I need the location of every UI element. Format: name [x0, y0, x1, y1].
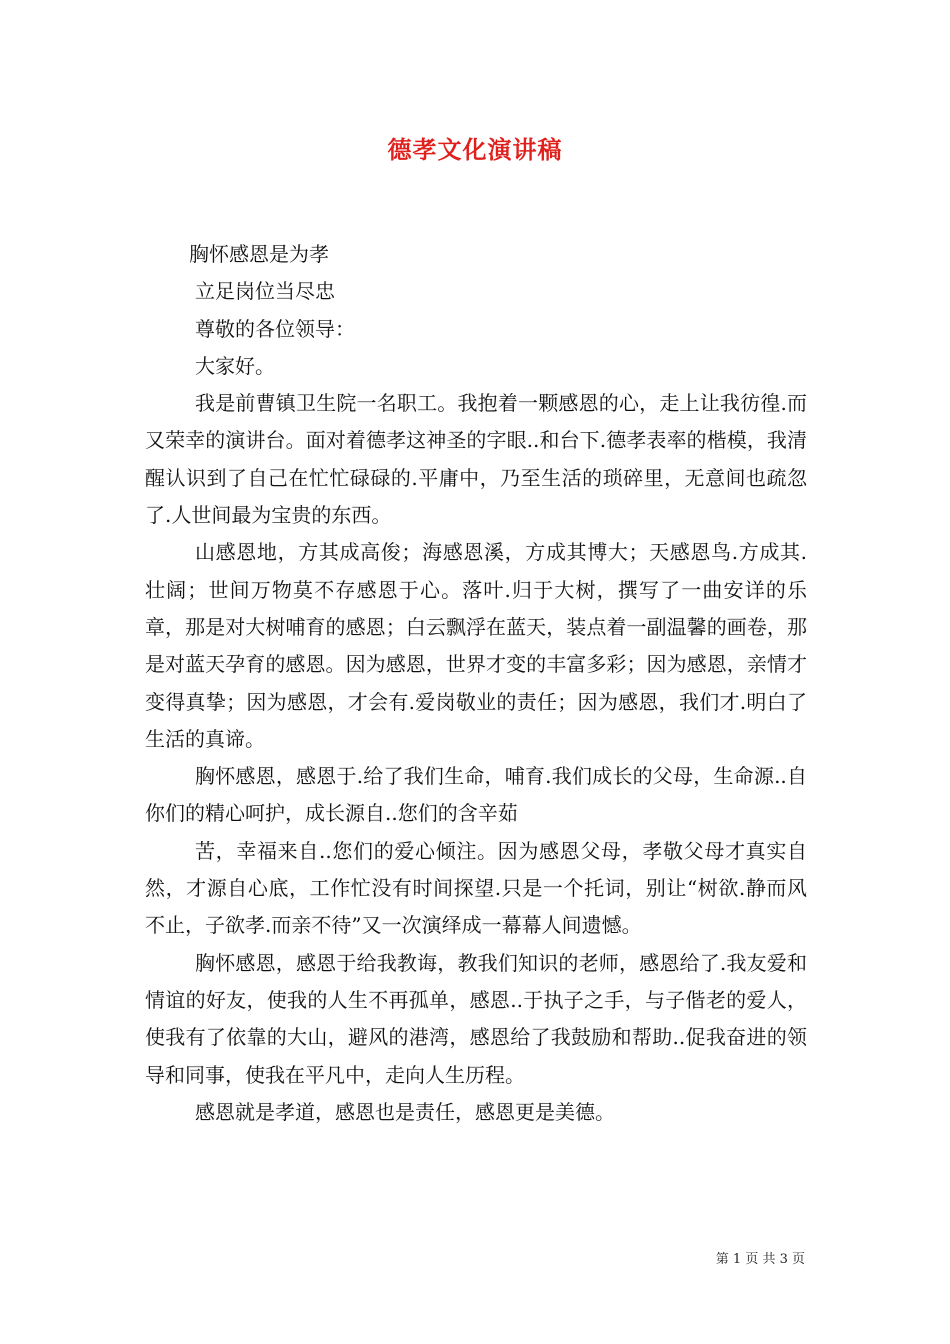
- paragraph-nature-gratitude: 山感恩地，方其成高俊；海感恩溪，方成其博大；天感恩鸟.方成其.壮阔；世间万物莫不存感恩于心。落叶.归于大树，撰写了一曲安详的乐章，那是对大树哺育的感恩；白云飘浮在蓝天，装点着一副温馨的画卷，那是对蓝天孕育的感恩。因为感恩，世界才变的丰富多彩；因为感恩，亲情才变得真挚；因为感恩，才会有.爱岗敬业的责任；因为感恩，我们才.明白了生活的真谛。: [145, 540, 807, 751]
- paragraph-subtitle-1: 胸怀感恩是为孝: [189, 242, 329, 266]
- paragraph-conclusion: 感恩就是孝道，感恩也是责任，感恩更是美德。: [195, 1099, 615, 1124]
- page-number: 第 1 页 共 3 页: [715, 1252, 805, 1267]
- document-body: [145, 236, 807, 1131]
- paragraph-subtitle-2: 立足岗位当尽忠: [195, 279, 335, 304]
- document-title: 德孝文化演讲稿: [387, 135, 563, 164]
- paragraph-greeting: 大家好。: [195, 353, 275, 378]
- paragraph-parents-gratitude: 胸怀感恩，感恩于.给了我们生命，哺育.我们成长的父母，生命源..自你们的精心呵护，成长源自..您们的含辛茹: [145, 764, 807, 826]
- paragraph-intro: 我是前曹镇卫生院一名职工。我抱着一颗感恩的心，走上让我彷徨.而又荣幸的演讲台。面对着德孝这神圣的字眼..和台下.德孝表率的楷模，我清醒认识到了自己在忙忙碌碌的.平庸中，乃至生活的琐碎里，无意间也疏忽了.人世间最为宝贵的东西。: [145, 391, 807, 528]
- paragraph-parents-continued: 苦，幸福来自..您们的爱心倾注。因为感恩父母，孝敬父母才真实自然，才源自心底，工作忙没有时间探望.只是一个托词，别让“树欲.静而风不止，子欲孝.而亲不待”又一次演绎成一幕幕人间遗憾。: [145, 838, 807, 938]
- paragraph-salutation: 尊敬的各位领导：: [195, 316, 355, 341]
- paragraph-others-gratitude: 胸怀感恩，感恩于给我教诲，教我们知识的老师，感恩给了.我友爱和情谊的好友，使我的人生不再孤单，感恩..于执子之手，与子偕老的爱人，使我有了依靠的大山，避风的港湾，感恩给了我鼓励和帮助..促我奋进的领导和同事，使我在平凡中，走向人生历程。: [145, 950, 807, 1087]
